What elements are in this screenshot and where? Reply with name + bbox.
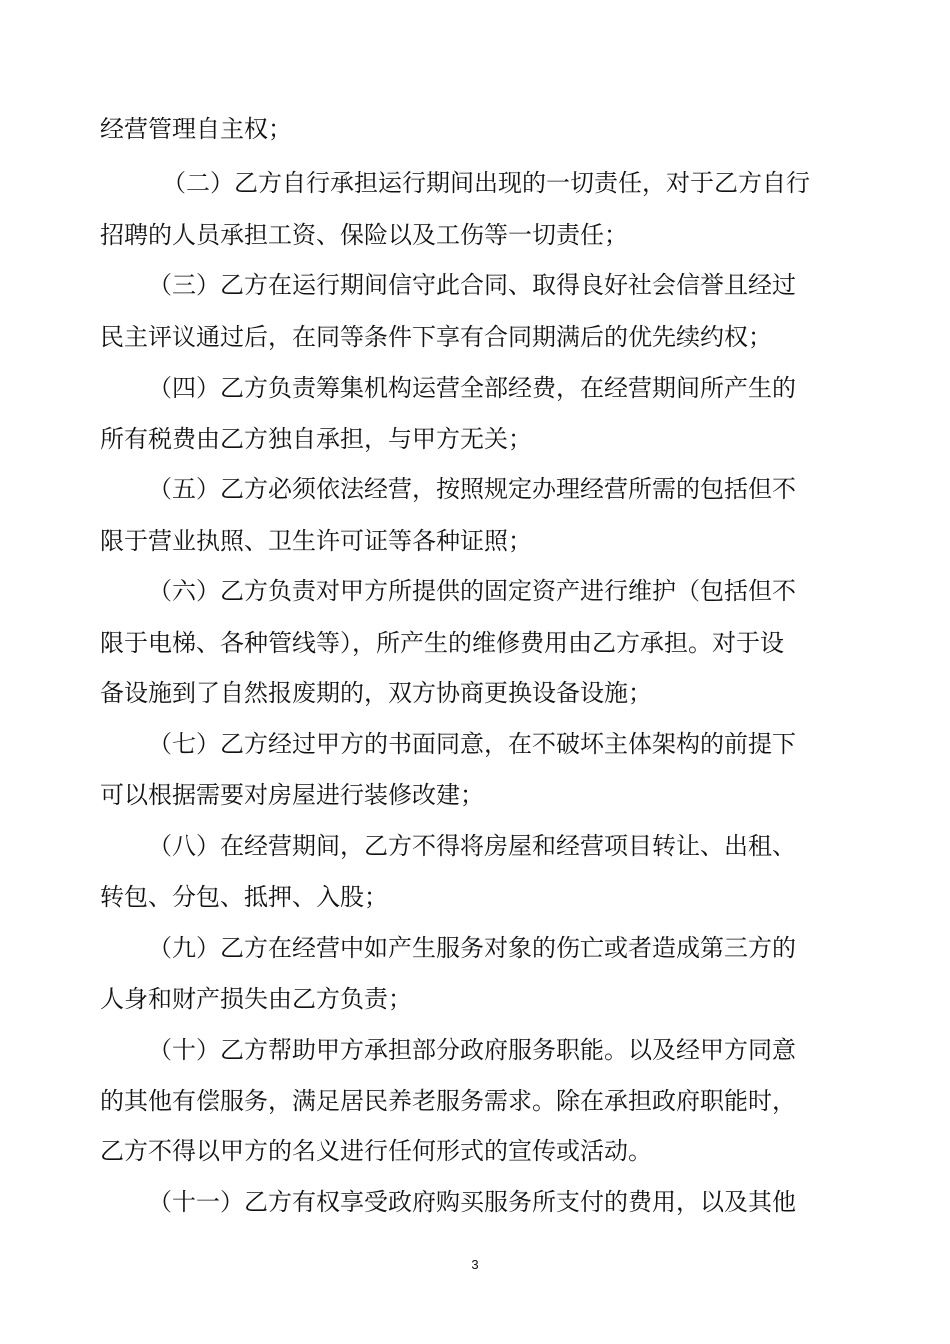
text-line: 转包、分包、抵押、入股；: [100, 883, 388, 911]
text-line: （十）乙方帮助甲方承担部分政府服务职能。以及经甲方同意: [148, 1036, 796, 1064]
text-line: （九）乙方在经营中如产生服务对象的伤亡或者造成第三方的: [148, 934, 796, 962]
text-line: 人身和财产损失由乙方负责；: [100, 985, 412, 1013]
text-line: 经营管理自主权；: [100, 115, 292, 143]
text-line: （六）乙方负责对甲方所提供的固定资产进行维护（包括但不: [148, 577, 796, 605]
text-line: 限于电梯、各种管线等），所产生的维修费用由乙方承担。对于设: [100, 629, 784, 657]
text-line: 所有税费由乙方独自承担，与甲方无关；: [100, 425, 532, 453]
text-line: 可以根据需要对房屋进行装修改建；: [100, 781, 484, 809]
text-line: 招聘的人员承担工资、保险以及工伤等一切责任；: [100, 221, 628, 249]
text-line: 乙方不得以甲方的名义进行任何形式的宣传或活动。: [100, 1137, 652, 1165]
text-line: （三）乙方在运行期间信守此合同、取得良好社会信誉且经过: [148, 271, 796, 299]
text-line: 的其他有偿服务，满足居民养老服务需求。除在承担政府职能时，: [100, 1087, 796, 1115]
text-line: （五）乙方必须依法经营，按照规定办理经营所需的包括但不: [148, 475, 796, 503]
text-line: （十一）乙方有权享受政府购买服务所支付的费用，以及其他: [148, 1188, 796, 1216]
text-line: （八）在经营期间，乙方不得将房屋和经营项目转让、出租、: [148, 832, 796, 860]
page-number: 3: [471, 1257, 479, 1272]
text-line: （四）乙方负责筹集机构运营全部经费，在经营期间所产生的: [148, 374, 796, 402]
text-line: （七）乙方经过甲方的书面同意，在不破坏主体架构的前提下: [148, 730, 796, 758]
text-line: 限于营业执照、卫生许可证等各种证照；: [100, 527, 532, 555]
text-line: 民主评议通过后，在同等条件下享有合同期满后的优先续约权；: [100, 323, 772, 351]
text-line: （二）乙方自行承担运行期间出现的一切责任，对于乙方自行: [162, 169, 810, 197]
text-line: 备设施到了自然报废期的，双方协商更换设备设施；: [100, 679, 652, 707]
